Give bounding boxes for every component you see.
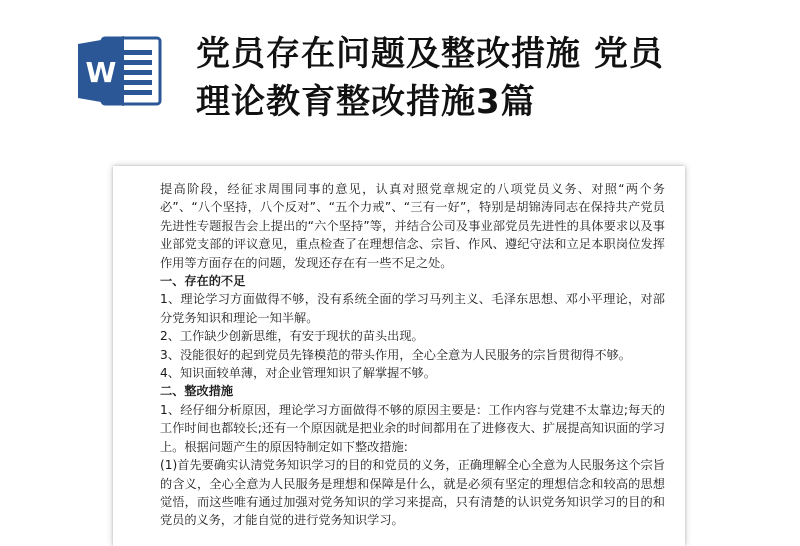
page-header bbox=[0, 0, 800, 150]
title-line-1: 党员存在问题及整改措施 党员 bbox=[196, 34, 664, 74]
title-line-2: 理论教育整改措施3篇 bbox=[196, 82, 536, 122]
paragraph: 4、知识面较单薄，对企业管理知识了解掌握不够。 bbox=[160, 366, 436, 381]
section-heading: 一、存在的不足 bbox=[160, 274, 246, 289]
paragraph: 提高阶段，经征求周围同事的意见，认真对照党章规定的八项党员义务、对照“两个务必”、“八个坚持，八个反对”、“五个力戒”、“三有一好”，特别是胡锦涛同志在保持共产党员先进性专题报告会上提出的“六个坚持”等，并结合公司及事业部党员先进性的具体要求以及事业部党支部的评议意见，重点检查了在理想信念、宗旨、作风、遵纪守法和立足本职岗位发挥作用等方面存在的问题，发现还存在有一些不足之处。 bbox=[160, 182, 665, 270]
word-document-icon bbox=[76, 36, 162, 106]
paragraph: 1、理论学习方面做得不够，没有系统全面的学习马列主义、毛泽东思想、邓小平理论，对部分党务知识和理论一知半解。 bbox=[160, 292, 665, 325]
document-body bbox=[160, 180, 665, 530]
document-page bbox=[113, 166, 685, 546]
paragraph: 2、工作缺少创新思维，有安于现状的苗头出现。 bbox=[160, 329, 424, 344]
page-title bbox=[196, 30, 756, 126]
paragraph: 1、经仔细分析原因，理论学习方面做得不够的原因主要是：工作内容与党建不太靠边;每天的工作时间也都较长;还有一个原因就是把业余的时间都用在了进修夜大、扩展提高知识面的学习上。根据问题产生的原因特制定如下整改措施: bbox=[160, 402, 665, 454]
paragraph: 3、没能很好的起到党员先锋模范的带头作用，全心全意为人民服务的宗旨贯彻得不够。 bbox=[160, 347, 631, 362]
section-heading: 二、整改措施 bbox=[160, 384, 234, 399]
paragraph: (1)首先要确实认清党务知识学习的目的和党员的义务，正确理解全心全意为人民服务这个宗旨的含义，全心全意为人民服务是理想和保障是什么，就是必须有坚定的理想信念和较高的思想觉悟，而这些唯有通过加强对党务知识的学习来提高，只有清楚的认识党务知识学习的目的和党员的义务，才能自觉的进行党务知识学习。 bbox=[160, 458, 665, 528]
svg-text:W: W bbox=[85, 56, 117, 89]
